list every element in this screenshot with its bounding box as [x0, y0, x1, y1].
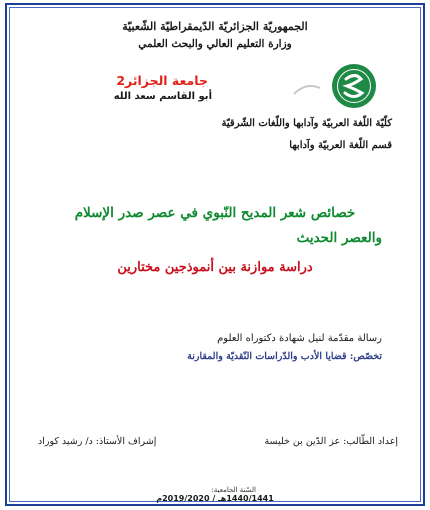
university-name: جامعة الجزائر2	[116, 73, 208, 88]
department-name: قسم اللّغة العربيّة وآدابها	[289, 140, 392, 151]
thesis-subtitle: دراسة موازنة بين أنموذجين مختارين	[117, 260, 313, 275]
specialization: تخصّص: قضايا الأدب والدّراسات النّقديّة والمقارنة	[187, 351, 382, 362]
university-seal-icon	[286, 62, 384, 110]
thesis-title-line2: والعصر الحديث	[296, 230, 382, 246]
faculty-name: كلّيّة اللّغة العربيّة وآدابها واللّغات الشّرقيّة	[221, 118, 392, 129]
thesis-type: رسالة مقدّمة لنيل شهادة دكتوراه العلوم	[217, 333, 382, 344]
academic-year-value: 1440/1441هـ / 2019/2020م	[156, 494, 274, 503]
academic-year-label: السّنة الجامعية:	[211, 486, 256, 494]
university-subname: أبو القاسم سعد الله	[113, 91, 212, 102]
ministry-name: وزارة التعليم العالي والبحث العلمي	[138, 38, 292, 50]
seal-circle	[332, 64, 376, 108]
student-name: إعداد الطّالب: عز الدّين بن خليسة	[264, 436, 398, 447]
logo-swoosh	[294, 86, 320, 94]
thesis-title-line1: خصائص شعر المديح النّبوي في عصر صدر الإسلام	[74, 205, 356, 221]
supervisor-name: إشراف الأستاذ: د/ رشيد كوراد	[38, 436, 157, 447]
republic-name: الجمهوريّة الجزائريّة الدّيمقراطيّة الشّعبيّة	[122, 20, 308, 33]
